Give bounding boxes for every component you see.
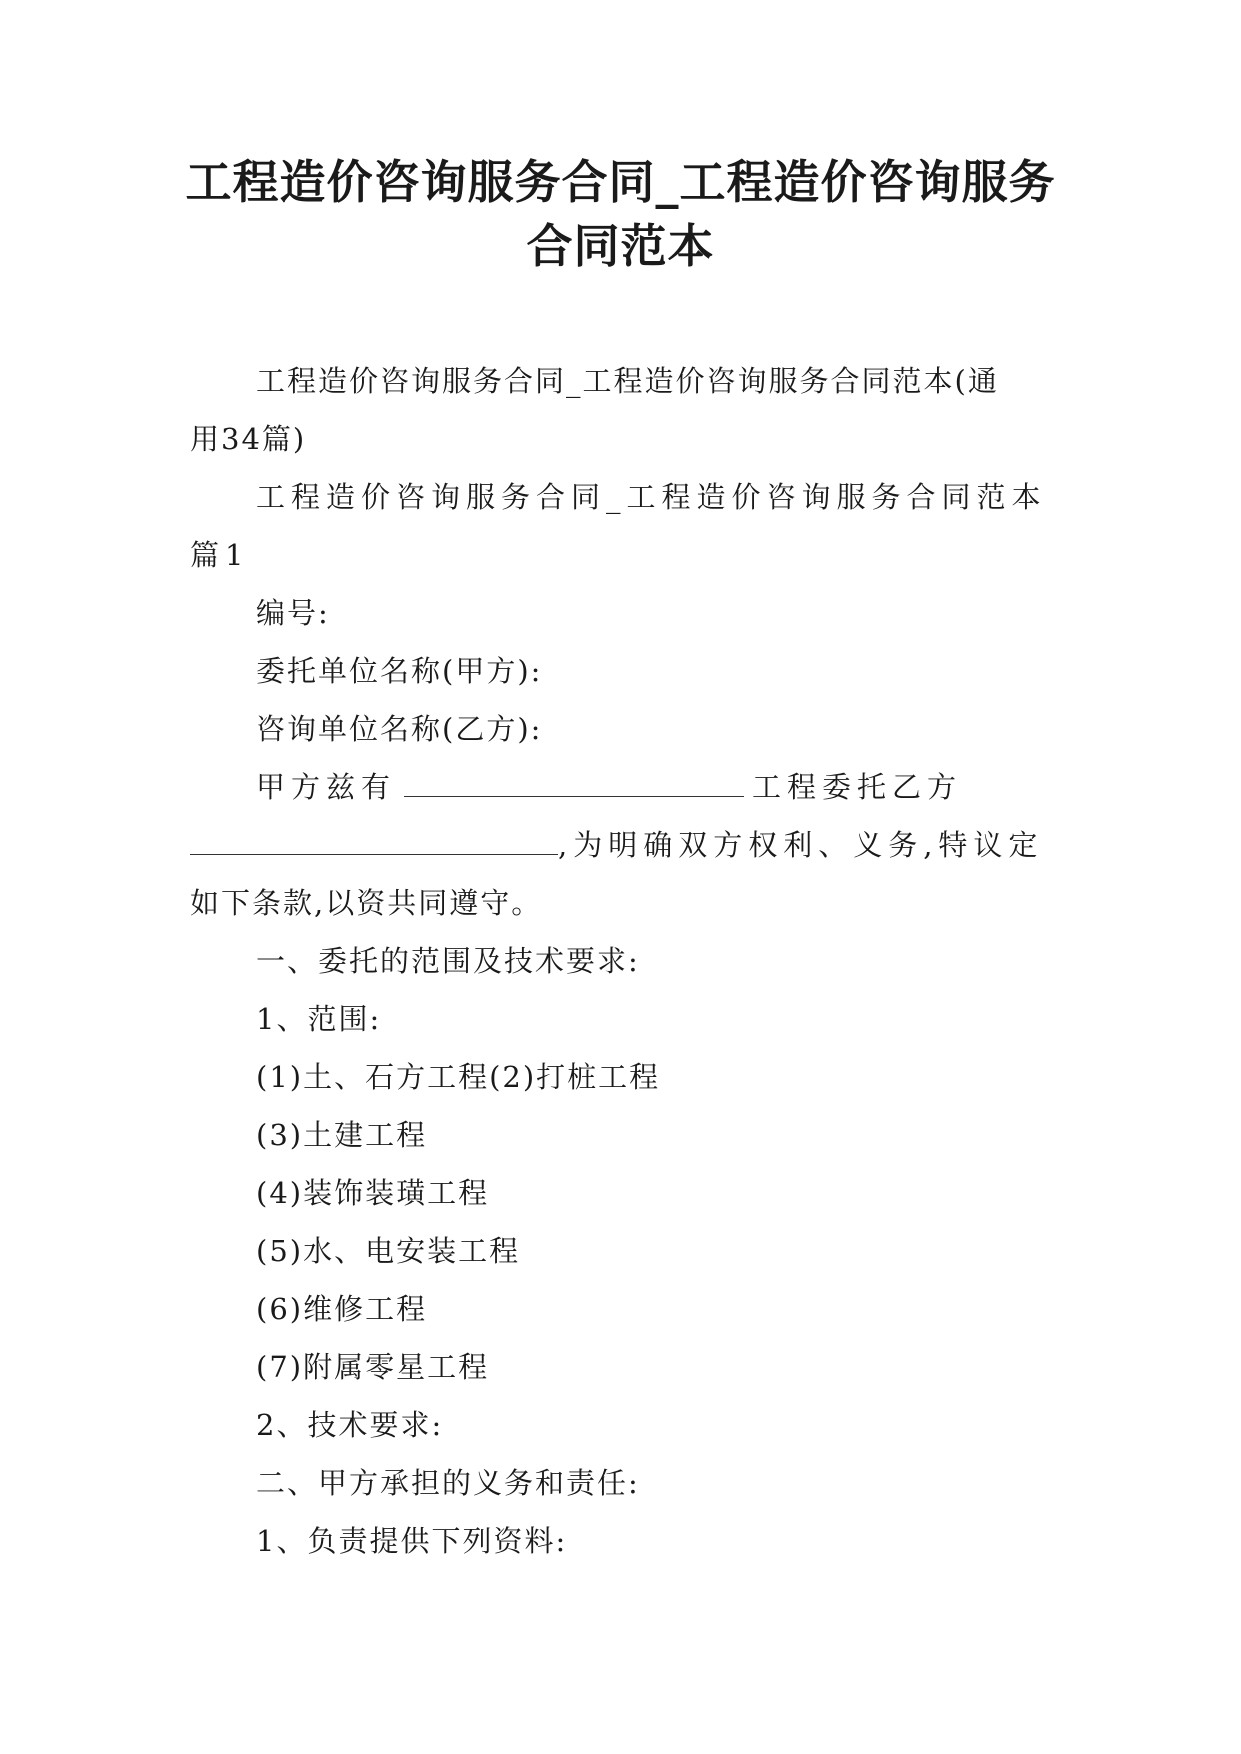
agreement-paragraph [190, 758, 1052, 932]
chapter-heading [190, 468, 1052, 584]
chapter-text-b: 篇1 [190, 538, 250, 572]
project-name-blank[interactable] [404, 774, 744, 797]
consultant-name-line: 咨询单位名称(乙方): [256, 712, 543, 746]
client-name-line: 委托单位名称(甲方): [256, 654, 543, 688]
scope-item-4: (4)装饰装璜工程 [256, 1176, 490, 1210]
agreement-end: 如下条款,以资共同遵守。 [190, 886, 543, 920]
section-1-2: 2、技术要求: [256, 1408, 444, 1442]
scope-item-5: (5)水、电安装工程 [256, 1234, 521, 1268]
scope-item-1-2: (1)土、石方工程(2)打桩工程 [256, 1060, 661, 1094]
agreement-post: ,为明确双方权利、义务,特议定 [558, 828, 1044, 862]
agreement-mid: 工程委托乙方 [752, 770, 963, 804]
section-2-heading: 二、甲方承担的义务和责任: [256, 1466, 640, 1500]
document-body [190, 352, 1052, 1570]
consultant-blank[interactable] [190, 832, 558, 855]
chapter-text-a: 工程造价咨询服务合同_工程造价咨询服务合同范本 [256, 480, 1047, 514]
scope-item-7: (7)附属零星工程 [256, 1350, 490, 1384]
contract-number-line: 编号: [256, 596, 330, 630]
intro-text-b: 用34篇) [190, 422, 307, 456]
section-1-1: 1、范围: [256, 1002, 382, 1036]
scope-item-3: (3)土建工程 [256, 1118, 428, 1152]
intro-text-a: 工程造价咨询服务合同_工程造价咨询服务合同范本(通 [256, 364, 999, 398]
title-line-2: 合同范本 [526, 219, 715, 273]
section-2-1: 1、负责提供下列资料: [256, 1524, 568, 1558]
intro-paragraph [190, 352, 1052, 468]
scope-item-6: (6)维修工程 [256, 1292, 428, 1326]
title-line-1: 工程造价咨询服务合同_工程造价咨询服务 [185, 155, 1056, 209]
document-title [150, 150, 1091, 278]
agreement-pre: 甲方兹有 [256, 770, 397, 804]
section-1-heading: 一、委托的范围及技术要求: [256, 944, 640, 978]
